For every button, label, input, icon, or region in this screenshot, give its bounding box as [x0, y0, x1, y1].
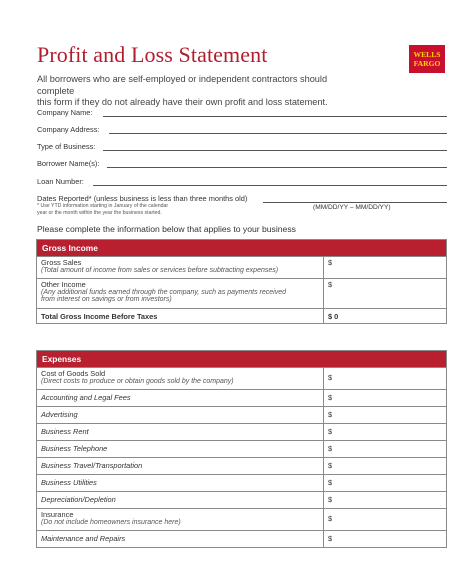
instructions-text: Please complete the information below that applies to your business: [37, 224, 296, 234]
wells-fargo-logo: [409, 45, 445, 73]
expense-label: Business Rent: [37, 424, 324, 441]
gross-sales-description: (Total amount of income from sales or services before subtracting expenses): [41, 267, 279, 274]
currency-symbol: $: [328, 427, 333, 436]
company-name-field[interactable]: [103, 116, 447, 117]
intro-line-2: this form if they do not already have their own profit and loss statement.: [37, 97, 328, 107]
table-row: [37, 279, 447, 309]
expenses-table: [36, 350, 447, 548]
currency-symbol: $: [328, 478, 333, 487]
maintenance-amount-field[interactable]: [324, 531, 447, 548]
other-income-amount-field[interactable]: [324, 279, 447, 309]
currency-symbol: $: [328, 393, 333, 402]
borrower-names-field[interactable]: [107, 167, 447, 168]
cogs-description: (Direct costs to produce or obtain goods sold by the company): [41, 378, 234, 385]
expense-amount-field[interactable]: [324, 424, 447, 441]
type-of-business-label: Type of Business:: [37, 142, 96, 151]
table-row: [37, 368, 447, 390]
gross-income-header: Gross Income: [37, 240, 447, 257]
currency-symbol: $: [328, 514, 333, 523]
intro-text: [37, 74, 357, 109]
expense-amount-field[interactable]: [324, 407, 447, 424]
loan-number-field[interactable]: [93, 185, 447, 186]
insurance-description: (Do not include homeowners insurance here): [41, 519, 181, 526]
other-income-label: Other Income: [41, 280, 86, 289]
currency-symbol: $: [328, 461, 333, 470]
logo-line-1: WELLS: [413, 50, 441, 59]
currency-symbol: $: [328, 444, 333, 453]
table-row: [37, 424, 447, 441]
company-address-label: Company Address:: [37, 125, 100, 134]
expense-label: Accounting and Legal Fees: [37, 390, 324, 407]
table-row: [37, 509, 447, 531]
gross-sales-amount-field[interactable]: [324, 257, 447, 279]
expense-amount-field[interactable]: [324, 475, 447, 492]
insurance-amount-field[interactable]: [324, 509, 447, 531]
table-row: [37, 492, 447, 509]
insurance-cell: [37, 509, 324, 531]
table-row: [37, 407, 447, 424]
type-of-business-field[interactable]: [103, 150, 447, 151]
total-gross-income-amount: $ 0: [324, 309, 447, 324]
maintenance-label: Maintenance and Repairs: [37, 531, 324, 548]
currency-symbol: $: [328, 373, 333, 382]
logo-line-2: FARGO: [413, 59, 441, 68]
table-row: [37, 531, 447, 548]
gross-income-table: [36, 239, 447, 324]
other-income-description: (Any additional funds earned through the company, such as payments received: [41, 289, 287, 296]
cogs-label: Cost of Goods Sold: [41, 369, 106, 378]
expense-label: Business Utilities: [37, 475, 324, 492]
dates-reported-field[interactable]: [263, 202, 447, 203]
insurance-label: Insurance: [41, 510, 74, 519]
expense-amount-field[interactable]: [324, 492, 447, 509]
other-income-description-2: from interest on savings or from investors): [41, 296, 172, 303]
dates-note-line-2: year or the month within the year the business started.: [37, 209, 162, 216]
cogs-cell: [37, 368, 324, 390]
expense-label: Business Telephone: [37, 441, 324, 458]
dates-format-hint: (MM/DD/YY – MM/DD/YY): [313, 204, 391, 211]
gross-sales-cell: [37, 257, 324, 279]
currency-symbol: $: [328, 258, 333, 267]
table-row: [37, 257, 447, 279]
cogs-amount-field[interactable]: [324, 368, 447, 390]
company-name-label: Company Name:: [37, 108, 93, 117]
dates-reported-label: Dates Reported* (unless business is less than three months old): [37, 194, 248, 203]
expenses-header: Expenses: [37, 351, 447, 368]
expense-label: Business Travel/Transportation: [37, 458, 324, 475]
table-row: [37, 475, 447, 492]
dates-note: [37, 203, 168, 216]
dates-note-line-1: * Use YTD information starting in January of the calendar: [37, 203, 169, 209]
table-row: [37, 309, 447, 324]
gross-sales-label: Gross Sales: [41, 258, 82, 267]
table-row: [37, 441, 447, 458]
currency-symbol: $: [328, 410, 333, 419]
intro-line-1: All borrowers who are self-employed or independent contractors should complete: [37, 74, 328, 96]
expense-amount-field[interactable]: [324, 458, 447, 475]
expense-amount-field[interactable]: [324, 441, 447, 458]
company-address-field[interactable]: [109, 133, 447, 134]
table-row: [37, 390, 447, 407]
other-income-cell: [37, 279, 324, 309]
page-title: Profit and Loss Statement: [37, 42, 268, 67]
expense-amount-field[interactable]: [324, 390, 447, 407]
currency-symbol: $: [328, 534, 333, 543]
borrower-names-label: Borrower Name(s):: [37, 159, 100, 168]
currency-symbol: $: [328, 280, 333, 289]
total-gross-income-label: Total Gross Income Before Taxes: [37, 309, 324, 324]
loan-number-label: Loan Number:: [37, 177, 84, 186]
expense-label: Advertising: [37, 407, 324, 424]
table-row: [37, 458, 447, 475]
currency-symbol: $: [328, 495, 333, 504]
expense-label: Depreciation/Depletion: [37, 492, 324, 509]
